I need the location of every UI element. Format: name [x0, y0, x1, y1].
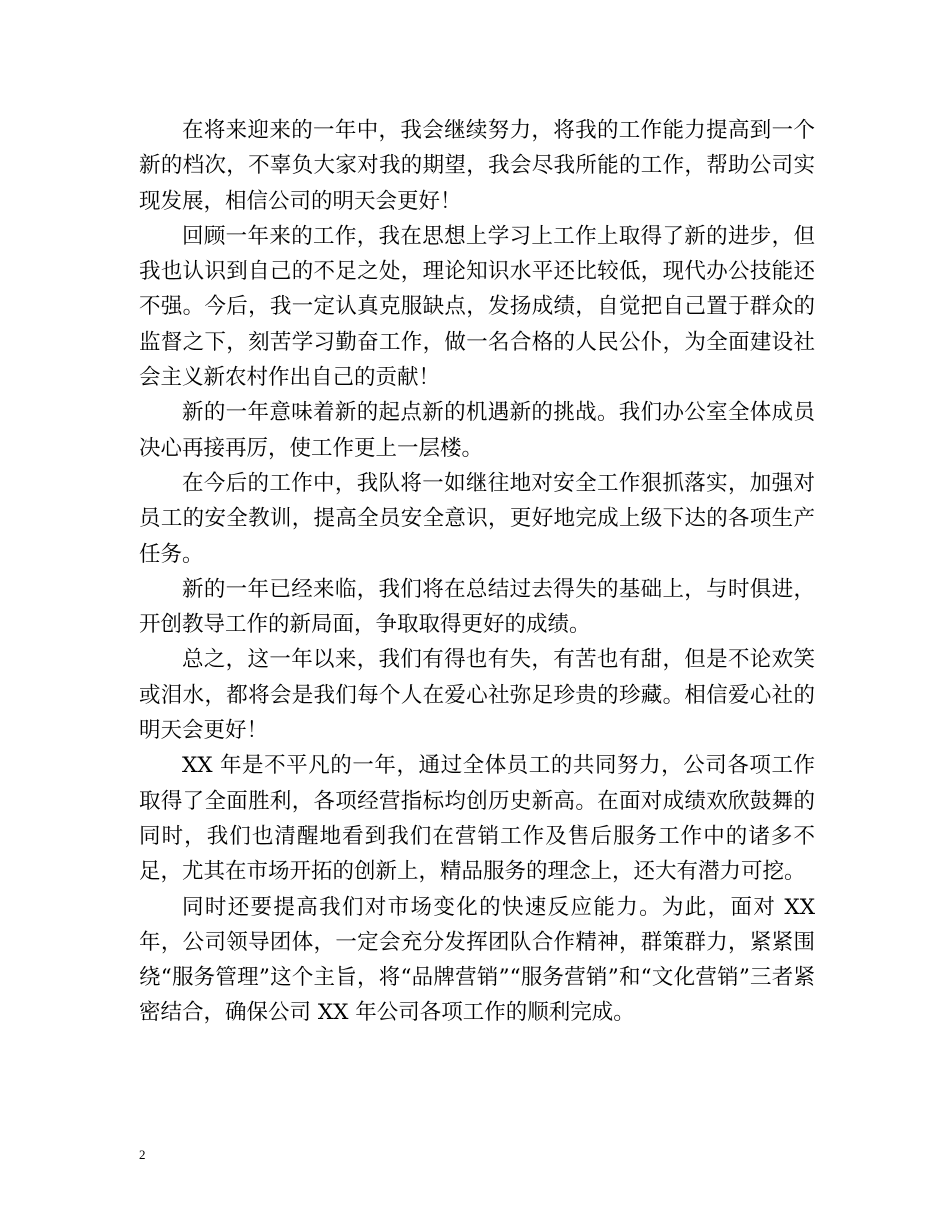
page-number: 2 — [139, 1147, 146, 1162]
paragraph-2: 回顾一年来的工作，我在思想上学习上工作上取得了新的进步，但我也认识到自己的不足之处，理论知识水平还比较低，现代办公技能还不强。今后，我一定认真克服缺点，发扬成绩，自觉把自己置于群众的监督之下，刻苦学习勤奋工作，做一名合格的人民公仆，为全面建设社会主义新农村作出自己的贡献！ — [139, 223, 815, 391]
paragraph-4: 在今后的工作中，我队将一如继往地对安全工作狠抓落实，加强对员工的安全教训，提高全员安全意识，更好地完成上级下达的各项生产任务。 — [139, 470, 815, 567]
paragraph-6: 总之，这一年以来，我们有得也有失，有苦也有甜，但是不论欢笑或泪水，都将会是我们每个人在爱心社弥足珍贵的珍藏。相信爱心社的明天会更好！ — [139, 647, 815, 744]
paragraph-5: 新的一年已经来临，我们将在总结过去得失的基础上，与时俱进，开创教导工作的新局面，争取取得更好的成绩。 — [139, 576, 815, 638]
paragraph-8: 同时还要提高我们对市场变化的快速反应能力。为此，面对 XX 年，公司领导团体，一定会充分发挥团队合作精神，群策群力，紧紧围绕“服务管理”这个主旨，将“品牌营销”“服务营销”和“文化营销”三者紧密结合，确保公司 XX 年公司各项工作的顺利完成。 — [139, 894, 815, 1026]
paragraph-3: 新的一年意味着新的起点新的机遇新的挑战。我们办公室全体成员决心再接再厉，使工作更上一层楼。 — [139, 400, 815, 461]
paragraph-7: XX 年是不平凡的一年，通过全体员工的共同努力，公司各项工作取得了全面胜利，各项经营指标均创历史新高。在面对成绩欢欣鼓舞的同时，我们也清醒地看到我们在营销工作及售后服务工作中的诸多不足，尤其在市场开拓的创新上，精品服务的理念上，还大有潜力可挖。 — [139, 753, 815, 885]
paragraph-1: 在将来迎来的一年中，我会继续努力，将我的工作能力提高到一个新的档次，不辜负大家对我的期望，我会尽我所能的工作，帮助公司实现发展，相信公司的明天会更好！ — [139, 118, 815, 214]
document-body — [139, 113, 815, 1031]
